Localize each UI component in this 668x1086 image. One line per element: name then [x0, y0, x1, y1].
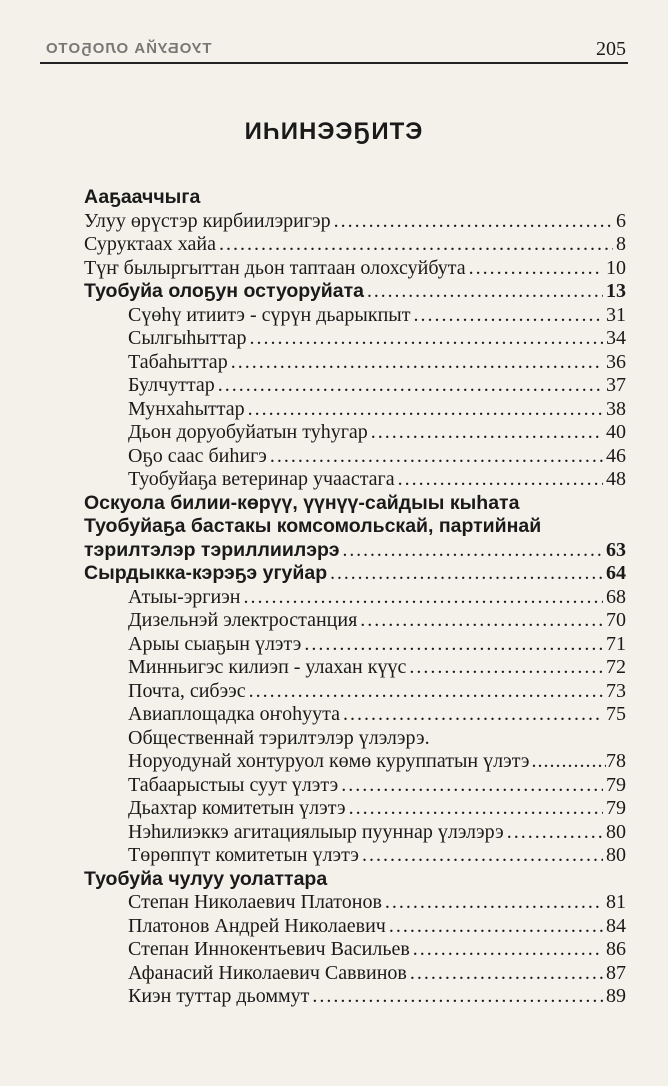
- toc-page-number: 87: [606, 961, 626, 984]
- toc-page-number: 48: [606, 468, 626, 490]
- toc-entry-title: Киэн туттар дьоммут: [128, 985, 310, 1007]
- dot-leader: [270, 445, 603, 469]
- dot-leader: [413, 304, 603, 328]
- toc-entry: [84, 257, 626, 281]
- dot-leader: [249, 327, 603, 351]
- toc-page-number: 84: [606, 914, 626, 937]
- toc-entry-title: Общественнай тэрилтэлэр үлэлэрэ.: [128, 726, 430, 749]
- toc-page-number: 38: [606, 397, 626, 420]
- toc-page-number: 79: [606, 773, 626, 796]
- dot-leader: [342, 539, 603, 563]
- dot-leader: [469, 257, 603, 281]
- toc-section-heading: [84, 515, 626, 539]
- dot-leader: [385, 891, 603, 915]
- toc-page-number: 40: [606, 421, 626, 443]
- toc-entry: [84, 727, 626, 751]
- toc-entry: [84, 891, 626, 915]
- toc-entry: [84, 844, 626, 868]
- toc-entry-title: Табаһыттар: [128, 350, 228, 373]
- toc-page-number: 8: [616, 233, 626, 255]
- dot-leader: [218, 374, 603, 398]
- toc-entry-title: Туобуйаҕа ветеринар учаастага: [128, 468, 395, 490]
- running-head: ТУОБУЙА ОЛОҔОТО: [45, 40, 212, 57]
- dot-leader: [409, 656, 603, 680]
- toc-entry-title: Почта, сибээс: [128, 679, 246, 702]
- dot-leader: [249, 680, 603, 704]
- toc-page-number: 64: [606, 562, 626, 584]
- toc-page-number: 68: [606, 585, 626, 608]
- toc-entry-title: Табаарыстыы суут үлэтэ: [128, 773, 339, 796]
- toc-entry: [84, 398, 626, 422]
- toc-entry-title: Булчуттар: [128, 374, 215, 396]
- toc-page-number: 79: [606, 797, 626, 819]
- toc-entry-title: Минньигэс килиэп - улахан күүс: [128, 656, 407, 678]
- toc-entry: [84, 210, 626, 234]
- toc-entry-title: Туобуйа олоҕун остуоруйата: [84, 280, 365, 302]
- toc-page-number: 13: [606, 280, 626, 302]
- dot-leader: [362, 844, 603, 868]
- toc-page-number: 36: [606, 350, 626, 373]
- toc-entry: [84, 233, 626, 257]
- toc-entry: [84, 327, 626, 351]
- toc-page-number: 71: [606, 632, 626, 655]
- toc-entry-title: Степан Николаевич Платонов: [128, 891, 382, 913]
- toc-entry-title: тэрилтэлэр тэриллиилэрэ: [84, 538, 340, 561]
- toc-entry-title: Дизельнэй электростанция: [128, 609, 358, 631]
- toc-page-number: 80: [606, 844, 626, 866]
- toc-section-heading: [84, 868, 626, 892]
- page-title: ИҺИНЭЭҔИТЭ: [244, 118, 424, 145]
- toc-page-number: 46: [606, 444, 626, 467]
- toc-entry-title: Ааҕааччыга: [84, 186, 201, 208]
- toc-page-number: 78: [606, 750, 626, 772]
- toc-page-number: 6: [616, 209, 626, 232]
- toc-entry-title: Төрөппүт комитетын үлэтэ: [128, 844, 359, 866]
- toc-entry-title: Туобуйа чулуу уолаттара: [84, 867, 328, 890]
- toc-entry: [84, 304, 626, 328]
- dot-leader: [389, 915, 603, 939]
- toc-entry: [84, 797, 626, 821]
- dot-leader: [343, 703, 603, 727]
- page-number: 205: [596, 38, 626, 60]
- dot-leader: [360, 609, 603, 633]
- toc-entry: [84, 774, 626, 798]
- toc-entry: [84, 468, 626, 492]
- toc-entry-title: Туобуйаҕа бастакы комсомольскай, партийнай: [84, 515, 542, 537]
- toc-entry: [84, 586, 626, 610]
- toc-entry: [84, 821, 626, 845]
- toc-entry-title: Нэһилиэккэ агитациялыыр пууннар үлэлэрэ: [128, 820, 504, 843]
- toc-entry-title: Сүөһү итиитэ - сүрүн дьарыкпыт: [128, 303, 411, 326]
- toc-entry: [84, 985, 626, 1009]
- toc-page-number: 75: [606, 703, 626, 725]
- toc-entry-title: Түҥ былыргыттан дьон таптаан олохсуйбута: [84, 256, 466, 279]
- dot-leader: [367, 280, 603, 304]
- toc-page-number: 73: [606, 679, 626, 702]
- toc-entry: [84, 938, 626, 962]
- toc-section-heading: [84, 280, 626, 304]
- toc-entry-title: Сырдыкка-кэрэҕэ угуйар: [84, 562, 328, 584]
- toc-section-heading: [84, 492, 626, 516]
- toc-entry: [84, 351, 626, 375]
- dot-leader: [231, 351, 603, 375]
- dot-leader: [532, 750, 606, 774]
- toc-entry-title: Оҕо саас биһигэ: [128, 444, 267, 467]
- header-rule: [40, 62, 628, 64]
- toc-section-heading: [84, 186, 626, 210]
- toc-entry-title: Сылгыһыттар: [128, 327, 247, 349]
- toc-entry: [84, 962, 626, 986]
- toc-entry: [84, 609, 626, 633]
- dot-leader: [371, 421, 603, 445]
- toc-page-number: 89: [606, 985, 626, 1007]
- toc-entry: [84, 633, 626, 657]
- dot-leader: [410, 962, 603, 986]
- toc-entry-title: Дьон доруобуйатын туһугар: [128, 421, 368, 443]
- toc-entry-title: Суруктаах хайа: [84, 233, 216, 255]
- toc-entry: [84, 915, 626, 939]
- toc-entry-title: Оскуола билии-көрүү, үүнүү-сайдыы кыһата: [84, 491, 520, 514]
- toc-page-number: 37: [606, 374, 626, 396]
- toc-section-heading: [84, 562, 626, 586]
- toc-page-number: 63: [606, 538, 626, 561]
- table-of-contents: [84, 186, 626, 1009]
- toc-entry: [84, 374, 626, 398]
- toc-entry: [84, 421, 626, 445]
- toc-page-number: 86: [606, 938, 626, 960]
- dot-leader: [349, 797, 603, 821]
- dot-leader: [507, 821, 603, 845]
- dot-leader: [330, 562, 603, 586]
- toc-entry-title: Степан Иннокентьевич Васильев: [128, 938, 410, 960]
- toc-entry-title: Норуодунай хонтуруол көмө куруппатын үлэтэ: [128, 750, 530, 772]
- toc-entry-title: Атыы-эргиэн: [128, 585, 241, 608]
- dot-leader: [248, 398, 603, 422]
- toc-page-number: 80: [606, 820, 626, 843]
- toc-entry: [84, 750, 626, 774]
- toc-page-number: 10: [606, 256, 626, 279]
- toc-entry: [84, 680, 626, 704]
- dot-leader: [244, 586, 604, 610]
- dot-leader: [334, 210, 613, 234]
- toc-page-number: 81: [606, 891, 626, 913]
- toc-entry-title: Афанасий Николаевич Саввинов: [128, 961, 407, 984]
- toc-section-heading: [84, 539, 626, 563]
- toc-entry-title: Дьахтар комитетын үлэтэ: [128, 797, 346, 819]
- toc-entry-title: Арыы сыаҕын үлэтэ: [128, 632, 302, 655]
- toc-entry-title: Платонов Андрей Николаевич: [128, 914, 386, 937]
- toc-page-number: 31: [606, 303, 626, 326]
- dot-leader: [304, 633, 603, 657]
- dot-leader: [398, 468, 603, 492]
- dot-leader: [413, 938, 603, 962]
- toc-page-number: 70: [606, 609, 626, 631]
- toc-entry-title: Мунхаһыттар: [128, 397, 245, 420]
- dot-leader: [341, 774, 603, 798]
- toc-entry-title: Авиаплощадка оҥоһуута: [128, 703, 340, 725]
- toc-page-number: 34: [606, 327, 626, 349]
- dot-leader: [219, 233, 613, 257]
- dot-leader: [312, 985, 603, 1009]
- toc-entry: [84, 703, 626, 727]
- toc-page-number: 72: [606, 656, 626, 678]
- toc-entry-title: Улуу өрүстэр кирбиилэригэр: [84, 209, 331, 232]
- toc-entry: [84, 656, 626, 680]
- toc-entry: [84, 445, 626, 469]
